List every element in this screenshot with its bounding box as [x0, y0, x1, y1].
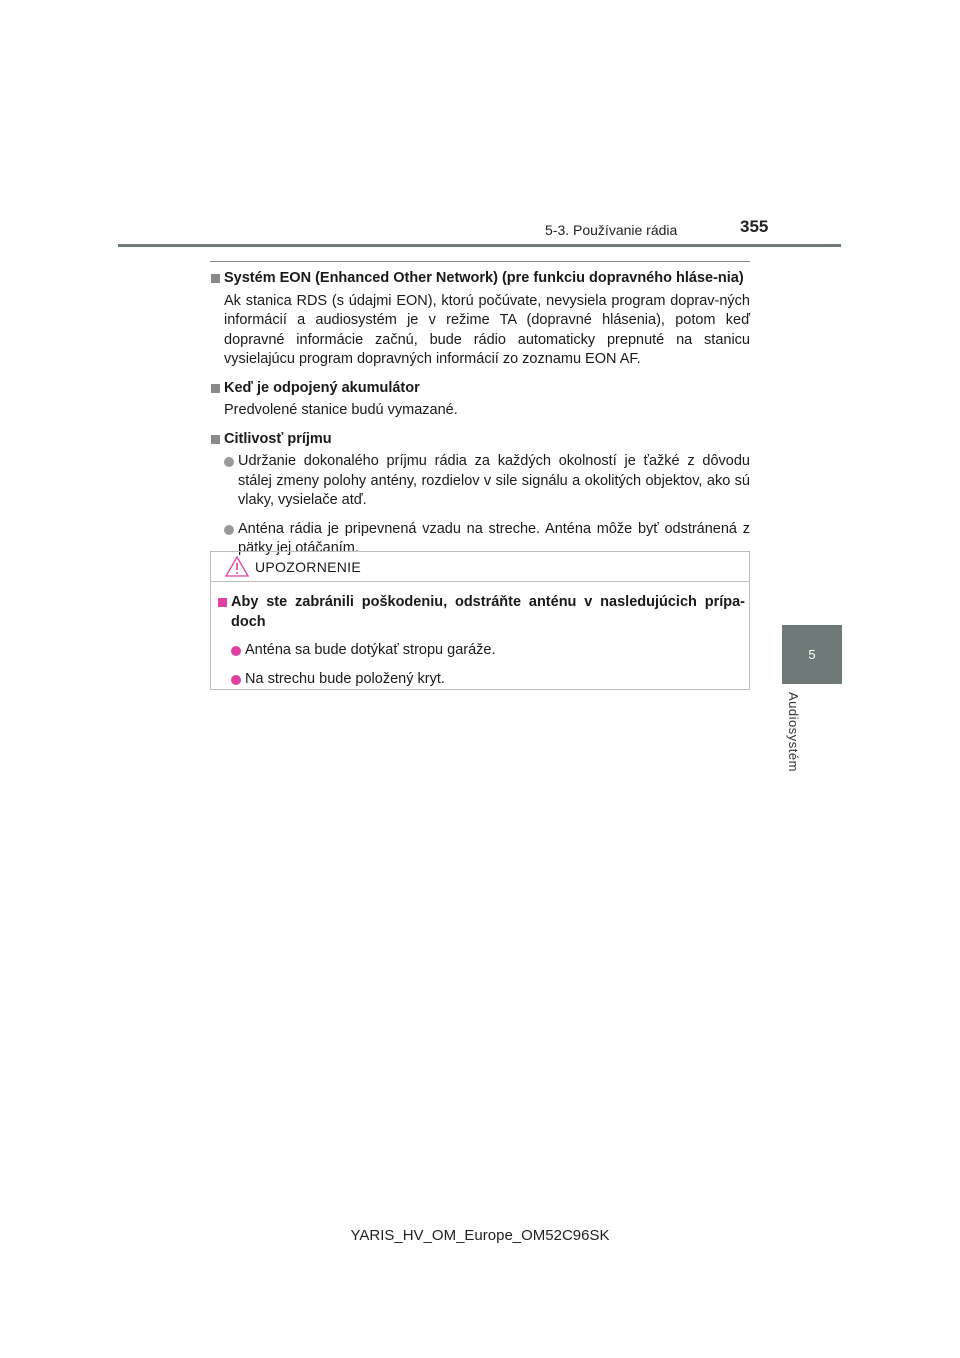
heading-text: Citlivosť príjmu — [224, 430, 332, 447]
round-bullet-icon — [224, 457, 234, 467]
round-bullet-icon — [231, 675, 241, 685]
square-bullet-icon — [211, 274, 220, 283]
round-bullet-icon — [231, 646, 241, 656]
page-number: 355 — [740, 217, 769, 236]
section-rule — [210, 261, 750, 262]
caution-body — [217, 590, 745, 689]
list-item — [210, 452, 750, 511]
list-item-text: Anténa rádia je pripevnená vzadu na streche. Anténa môže byť odstránená z pätky jej otáčaním. — [238, 520, 750, 556]
caution-header — [211, 552, 749, 582]
list-item-text: Udržanie dokonalého príjmu rádia za každých okolností je ťažké z dôvodu stálej zmeny polohy antény, rozdielov v sile signálu a okolitých objektov, ako sú vlaky, vysielače atď. — [238, 453, 750, 508]
square-bullet-icon — [211, 435, 220, 444]
square-bullet-icon — [211, 384, 220, 393]
heading-text: Keď je odpojený akumulátor — [224, 379, 420, 396]
footer-doc-id: YARIS_HV_OM_Europe_OM52C96SK — [350, 1227, 610, 1244]
main-content — [210, 266, 750, 559]
paragraph-eon: Ak stanica RDS (s údajmi EON), ktorú počúvate, nevysiela program doprav-ných informácií a audiosystém je v režime TA (dopravné hlásenia), potom keď dopravné informácie začnú, bude rádio automaticky prepnuté na stanicu vysielajúcu program dopravných informácií zo zoznamu EON AF. — [224, 292, 750, 367]
caution-box — [210, 551, 750, 690]
heading-battery — [210, 379, 750, 399]
list-item-text: Na strechu bude položený kryt. — [245, 670, 445, 687]
chapter-tab — [782, 625, 842, 684]
chapter-number: 5 — [808, 647, 816, 662]
chapter-label: Audiosystém — [786, 692, 801, 772]
paragraph-battery: Predvolené stanice budú vymazané. — [224, 402, 458, 418]
warning-triangle-icon — [225, 556, 249, 577]
caution-title: UPOZORNENIE — [255, 559, 361, 575]
list-item-text: Anténa sa bude dotýkať stropu garáže. — [245, 642, 496, 658]
square-bullet-icon — [218, 598, 227, 607]
section-title: 5-3. Používanie rádia — [545, 222, 678, 238]
caution-heading — [217, 593, 745, 632]
list-item — [217, 670, 745, 690]
heading-text: Systém EON (Enhanced Other Network) (pre funkciu dopravného hláse-nia) — [224, 270, 744, 286]
heading-text: Aby ste zabránili poškodeniu, odstráňte anténu v nasledujúcich prípa-doch — [231, 594, 745, 630]
header-rule — [118, 244, 841, 247]
heading-eon — [210, 269, 750, 289]
round-bullet-icon — [224, 525, 234, 535]
list-item — [217, 641, 745, 661]
heading-sensitivity — [210, 430, 750, 450]
